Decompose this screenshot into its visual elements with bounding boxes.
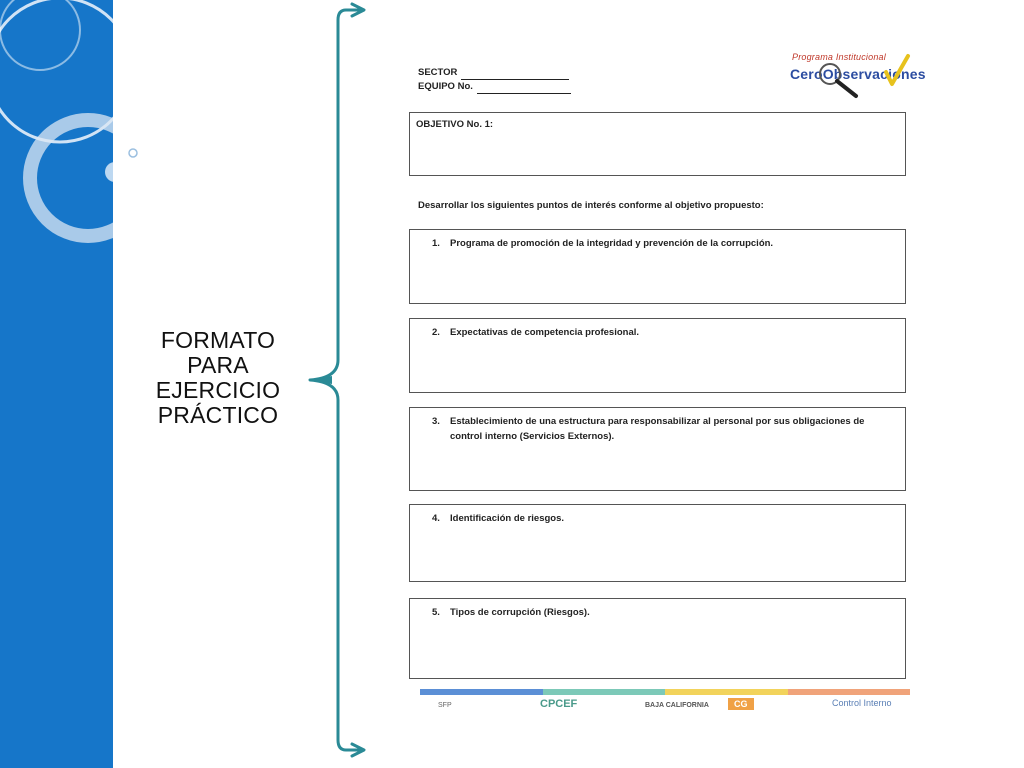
logo-subtitle: Programa Institucional	[792, 52, 886, 62]
footer-strip-segment	[420, 689, 543, 695]
footer-strip-segment	[788, 689, 911, 695]
interest-point-box[interactable]	[409, 407, 906, 491]
footer-logos	[420, 696, 910, 726]
form-header-fields	[418, 66, 571, 94]
control-interno-logo: Control Interno	[832, 698, 892, 708]
instruction-text: Desarrollar los siguientes puntos de interés conforme al objetivo propuesto:	[418, 200, 764, 211]
equipo-label: EQUIPO No.	[418, 81, 473, 92]
item-text: Expectativas de competencia profesional.	[450, 327, 640, 338]
sector-label: SECTOR	[418, 67, 458, 78]
interest-point	[432, 605, 897, 620]
sector-blank[interactable]	[461, 71, 569, 80]
item-number: 2.	[432, 327, 440, 338]
interest-point	[432, 325, 897, 340]
decorative-circles	[0, 0, 113, 768]
interest-point	[432, 414, 897, 444]
footer-strip-segment	[665, 689, 788, 695]
item-text: Programa de promoción de la integridad y prevención de la corrupción.	[450, 238, 774, 249]
left-decorative-band	[0, 0, 113, 768]
item-number: 3.	[432, 416, 440, 427]
interest-point	[432, 511, 897, 526]
sector-field[interactable]	[418, 66, 571, 80]
item-number: 5.	[432, 607, 440, 618]
side-title-line: PRÁCTICO	[157, 402, 279, 428]
side-title-line: FORMATO	[160, 327, 276, 353]
side-title	[138, 328, 298, 428]
item-text: Tipos de corrupción (Riesgos).	[450, 607, 590, 618]
item-number: 1.	[432, 238, 440, 249]
equipo-field[interactable]	[418, 80, 571, 94]
interest-point-box[interactable]	[409, 504, 906, 582]
program-logo	[788, 50, 926, 110]
item-text: Identificación de riesgos.	[450, 513, 565, 524]
interest-point-box[interactable]	[409, 318, 906, 393]
equipo-blank[interactable]	[477, 85, 571, 94]
interest-point-box[interactable]	[409, 229, 906, 304]
sfp-logo: SFP	[438, 702, 452, 709]
logo-title: CeroObservaciones	[790, 66, 926, 82]
item-number: 4.	[432, 513, 440, 524]
curly-brace-arrows	[298, 0, 378, 768]
objective-label: OBJETIVO No. 1:	[416, 119, 494, 130]
footer-color-strip	[420, 689, 910, 695]
cg-logo: CG	[728, 698, 754, 710]
objective-box[interactable]	[409, 112, 906, 176]
exercise-form-sheet	[400, 40, 926, 730]
item-text: Establecimiento de una estructura para responsabilizar al personal por sus obligaciones de control interno (Servicios Externos).	[450, 416, 865, 442]
cpcef-logo: CPCEF	[540, 698, 578, 710]
side-title-line: PARA	[187, 352, 249, 378]
footer-strip-segment	[543, 689, 666, 695]
baja-california-logo: BAJA CALIFORNIA	[645, 702, 709, 709]
magnifier-check-icon	[788, 50, 912, 110]
interest-point-box[interactable]	[409, 598, 906, 679]
interest-point	[432, 236, 897, 251]
side-title-line: EJERCICIO	[155, 377, 281, 403]
small-ring-decoration	[126, 146, 146, 166]
